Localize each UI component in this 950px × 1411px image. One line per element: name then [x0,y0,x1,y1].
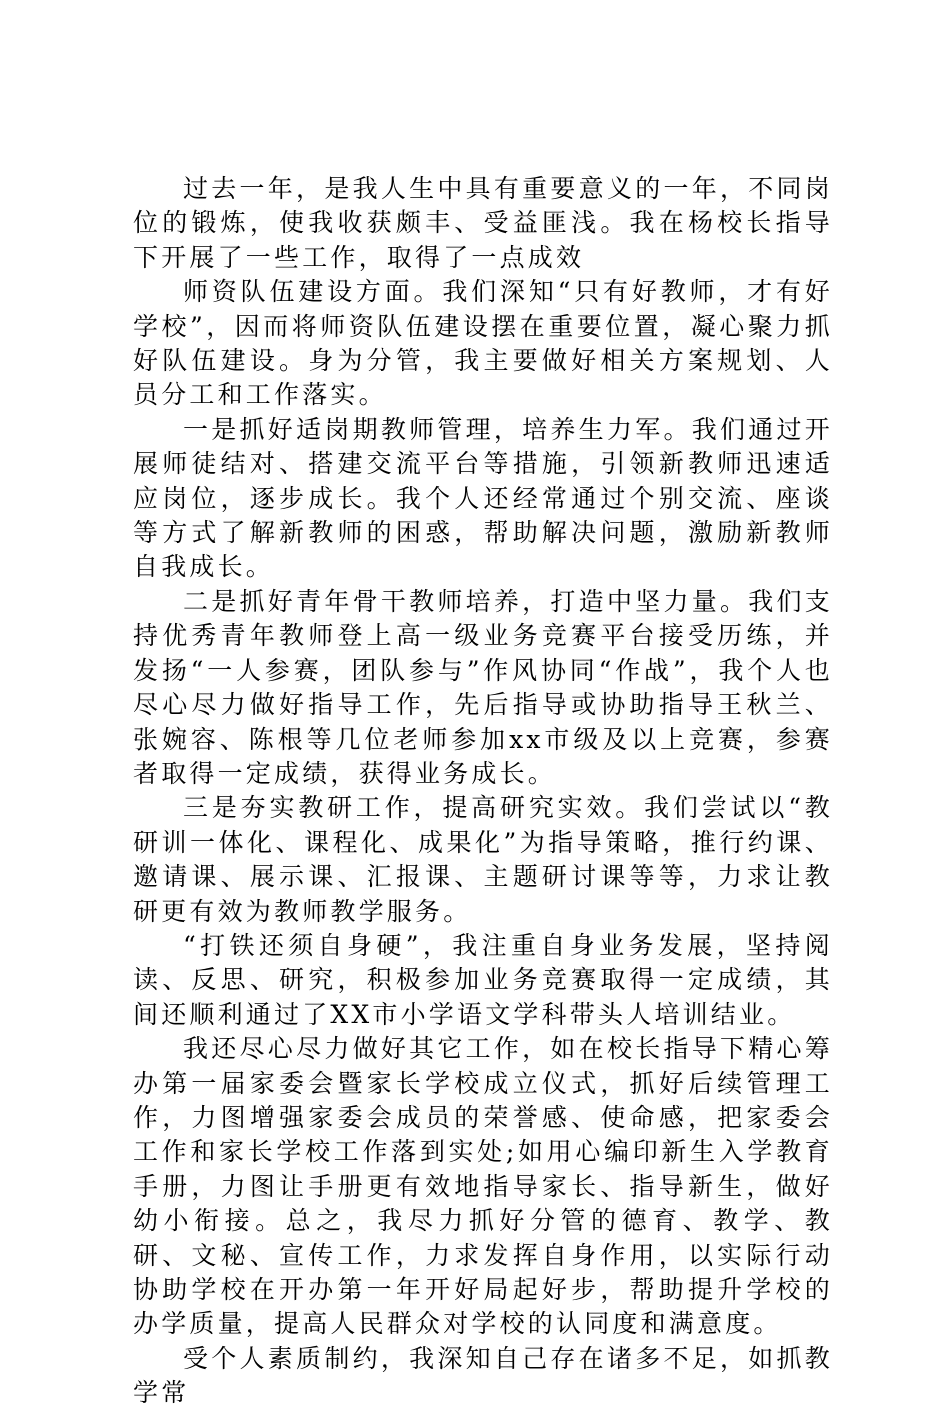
paragraph-backbone-teachers: 二是抓好青年骨干教师培养，打造中坚力量。我们支持优秀青年教师登上高一级业务竞赛平台接受历练，并发扬“一人参赛，团队参与”作风协同“作战”，我个人也尽心尽力做好指导工作，先后指导或协助指导王秋兰、张婉容、陈根等几位老师参加xx市级及以上竞赛，参赛者取得一定成绩，获得业务成长。 [133,586,833,788]
paragraph-teaching-research: 三是夯实教研工作，提高研究实效。我们尝试以“教研训一体化、课程化、成果化”为指导策略，推行约课、邀请课、展示课、汇报课、主题研讨课等等，力求让教研更有效为教师教学服务。 [133,793,833,926]
paragraph-teacher-team: 师资队伍建设方面。我们深知“只有好教师，才有好学校”，因而将师资队伍建设摆在重要位置，凝心聚力抓好队伍建设。身为分管，我主要做好相关方案规划、人员分工和工作落实。 [133,277,833,410]
paragraph-other-work: 我还尽心尽力做好其它工作，如在校长指导下精心筹办第一届家委会暨家长学校成立仪式，抓好后续管理工作，力图增强家委会成员的荣誉感、使命感，把家委会工作和家长学校工作落到实处;如用心编印新生入学教育手册，力图让手册更有效地指导家长、指导新生，做好幼小衔接。总之，我尽力抓好分管的德育、教学、教研、文秘、宣传工作，力求发挥自身作用，以实际行动协助学校在开办第一年开好局起好步，帮助提升学校的办学质量，提高人民群众对学校的认同度和满意度。 [133,1034,833,1339]
paragraph-intro: 过去一年，是我人生中具有重要意义的一年，不同岗位的锻炼，使我收获颇丰、受益匪浅。我在杨校长指导下开展了一些工作，取得了一点成效 [133,174,833,272]
paragraph-shortcomings: 受个人素质制约，我深知自己存在诸多不足，如抓教学常 [133,1343,833,1408]
document-body [133,172,833,1411]
paragraph-self-development: “打铁还须自身硬”，我注重自身业务发展，坚持阅读、反思、研究，积极参加业务竞赛取得一定成绩，其间还顺利通过了XX市小学语文学科带头人培训结业。 [133,930,833,1029]
paragraph-new-teachers: 一是抓好适岗期教师管理，培养生力军。我们通过开展师徒结对、搭建交流平台等措施，引领新教师迅速适应岗位，逐步成长。我个人还经常通过个别交流、座谈等方式了解新教师的困惑，帮助解决问题，激励新教师自我成长。 [133,414,833,582]
